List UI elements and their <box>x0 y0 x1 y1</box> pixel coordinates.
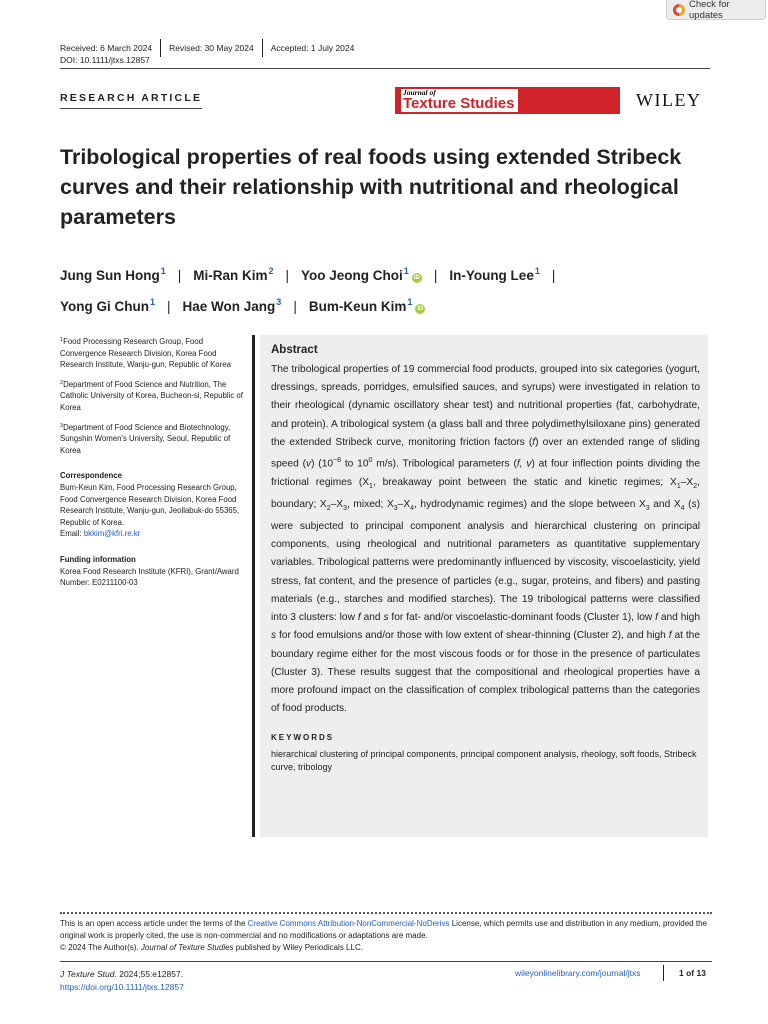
email-label: Email: <box>60 529 84 539</box>
footer-dotted-rule <box>60 912 712 914</box>
journal-site-link[interactable]: wileyonlinelibrary.com/journal/jtxs <box>515 968 641 978</box>
citation <box>60 968 184 994</box>
article-title: Tribological properties of real foods using extended Stribeck curves and their relationship with nutritional and rheological parameters <box>60 145 682 229</box>
author[interactable] <box>449 268 540 283</box>
copyright-post: published by Wiley Periodicals LLC. <box>233 943 363 952</box>
funding <box>60 554 246 589</box>
column-divider <box>252 335 255 837</box>
check-for-updates-label: Check for updates <box>689 0 730 21</box>
author[interactable] <box>183 299 282 314</box>
journal-logo[interactable] <box>395 87 620 114</box>
author-name: Mi-Ran Kim <box>193 268 268 283</box>
affiliation-text: Food Processing Research Group, Food Convergence Research Division, Korea Food Research Institute, Wanju-gun, Republic of Korea <box>60 337 231 370</box>
footer-rule <box>60 961 712 962</box>
orcid-icon[interactable]: iD <box>413 275 420 281</box>
journal-logo-line1: Journal of <box>403 88 436 98</box>
correspondence-text: Bum-Keun Kim, Food Processing Research Group, Food Convergence Research Division, Korea Food Research Institute, Wanju-gun, Jeollabuk-do 55365, Republic of Korea. <box>60 482 240 527</box>
author[interactable] <box>60 299 155 314</box>
author-affiliation-ref[interactable]: 1 <box>160 266 166 276</box>
abstract-heading: Abstract <box>271 344 318 356</box>
header-rule <box>60 68 710 69</box>
author-separator: | <box>285 268 290 283</box>
author-affiliation-ref[interactable]: 1 <box>407 297 413 307</box>
citation-volume: 2024;55:e12857. <box>116 969 184 979</box>
affiliation <box>60 378 246 414</box>
abstract-box <box>260 335 708 837</box>
header-doi: DOI: 10.1111/jtxs.12857 <box>60 55 150 65</box>
affiliation-text: Department of Food Science and Biotechnology, Sungshin Women's University, Seoul, Republic of Korea <box>60 422 231 455</box>
license-link[interactable]: Creative Commons Attribution-NonCommercial-NoDerivs <box>247 919 450 928</box>
affiliation <box>60 421 246 457</box>
license-text-post: License, which permits use and distribution in any medium, provided the original work is properly cited, the use is non-commercial and no modifications or adaptations are made. <box>60 919 707 940</box>
author[interactable] <box>193 268 273 283</box>
citation-journal: J Texture Stud. <box>60 969 117 979</box>
affiliation-number: 3 <box>60 422 64 429</box>
author-separator: | <box>167 299 171 314</box>
license-text-pre: This is an open access article under the terms of the <box>60 919 248 928</box>
author[interactable] <box>60 268 166 283</box>
crossmark-icon <box>673 4 685 16</box>
divider <box>262 39 263 57</box>
author-name: Yoo Jeong Choi <box>301 268 403 283</box>
page-number: 1 of 13 <box>679 968 706 978</box>
publisher-logo[interactable]: WILEY <box>636 90 702 110</box>
author-name: In-Young Lee <box>449 268 534 283</box>
author[interactable] <box>309 299 426 314</box>
revised-date: Revised: 30 May 2024 <box>169 43 254 53</box>
license-notice <box>60 918 712 954</box>
article-info-column <box>60 335 246 596</box>
author-affiliation-ref[interactable]: 2 <box>268 266 274 276</box>
author-affiliation-ref[interactable]: 1 <box>149 297 155 307</box>
footer-divider <box>663 965 664 981</box>
author[interactable] <box>301 268 422 283</box>
author-list <box>60 258 720 320</box>
author-separator: | <box>433 268 438 283</box>
affiliation-number: 1 <box>60 337 64 343</box>
keywords-heading: KEYWORDS <box>271 733 335 743</box>
affiliation <box>60 335 246 371</box>
author-separator: | <box>551 268 556 283</box>
author-affiliation-ref[interactable]: 3 <box>276 297 282 307</box>
email-link[interactable]: bkkim@kfri.re.kr <box>83 529 141 539</box>
author-name: Jung Sun Hong <box>60 268 160 283</box>
accepted-date: Accepted: 1 July 2024 <box>270 43 355 53</box>
divider <box>160 39 161 57</box>
abstract-text: The tribological properties of 19 commercial food products, grouped into six categories (yogurt, dressings, spreads, porridges, emulsified sauces, and syrups) were investigated in relation to their rheological (dynamic oscillatory shear test) and nutritional properties (fat, carbohydrate, and protein). A tribological system (a glass ball and three polydimethylsiloxane pins) generated the extended Stribeck curve, monitoring friction factors (f) over an extended range of sliding speed (v) ($10^{-8}$ to $10^0$ m/s). Tribological parameters (f, v) at four inflection points dividing the frictional regimes ($X_1$, breakaway point between the static and kinetic regimes; $X_1-X_2$, boundary; $X_2-X_3$, mixed; $X_3-X_4$, hydrodynamic regimes) and the slope between $X_3$ and $X_4$ (s) were subjected to principal component analysis and hierarchical clustering on principal components, using rheological and nutritional parameters as quantitative supplementary variables. Tribological patterns were predominantly influenced by viscosity, viscoelasticity, yield stress, fat content, and the presence of particles (e.g., sugar, proteins, and fibers) and pasting materials (e.g., starches and modified starches). The 19 tribological patterns were classified into 3 clusters: low f and s for fat- and/or viscoelastic-dominant foods (Cluster 1), low f and high s for food emulsions and/or those with low extent of shear-thinning (Cluster 2), and high f at the boundary regime either for the most viscous foods or for those in the presence of particulates (Cluster 3). These results suggest that the compositional and rheological properties have a more profound impact on the classification of complex tribological patterns than the categories of food products. <box>271 364 700 715</box>
author-separator: | <box>177 268 182 283</box>
copyright-pre: © 2024 The Author(s). <box>60 943 141 952</box>
doi-link[interactable]: https://doi.org/10.1111/jtxs.12857 <box>60 982 184 992</box>
orcid-icon[interactable]: iD <box>417 306 424 312</box>
check-for-updates-button[interactable] <box>666 0 766 20</box>
keywords-text: hierarchical clustering of principal components, principal component analysis, rheology, soft foods, Stribeck curve, tribology <box>271 749 697 773</box>
author-name: Yong Gi Chun <box>60 299 149 314</box>
received-date: Received: 6 March 2024 <box>60 43 153 53</box>
correspondence <box>60 470 246 540</box>
affiliation-text: Department of Food Science and Nutrition, The Catholic University of Korea, Bucheon-si, Republic of Korea <box>60 379 243 412</box>
copyright-journal: Journal of Texture Studies <box>140 943 234 952</box>
funding-text: Korea Food Research Institute (KFRI), Grant/Award Number: E0211100-03 <box>60 566 239 588</box>
article-type: RESEARCH ARTICLE <box>60 92 203 104</box>
author-affiliation-ref[interactable]: 1 <box>534 266 540 276</box>
author-name: Hae Won Jang <box>182 299 276 314</box>
author-name: Bum-Keun Kim <box>308 299 407 314</box>
affiliation-number: 2 <box>60 379 64 386</box>
article-type-rule <box>60 108 202 109</box>
correspondence-heading: Correspondence <box>60 471 122 481</box>
journal-logo-line2: Texture Studies <box>403 94 515 112</box>
author-separator: | <box>293 299 297 314</box>
funding-heading: Funding information <box>60 554 136 564</box>
author-affiliation-ref[interactable]: 1 <box>403 266 409 276</box>
